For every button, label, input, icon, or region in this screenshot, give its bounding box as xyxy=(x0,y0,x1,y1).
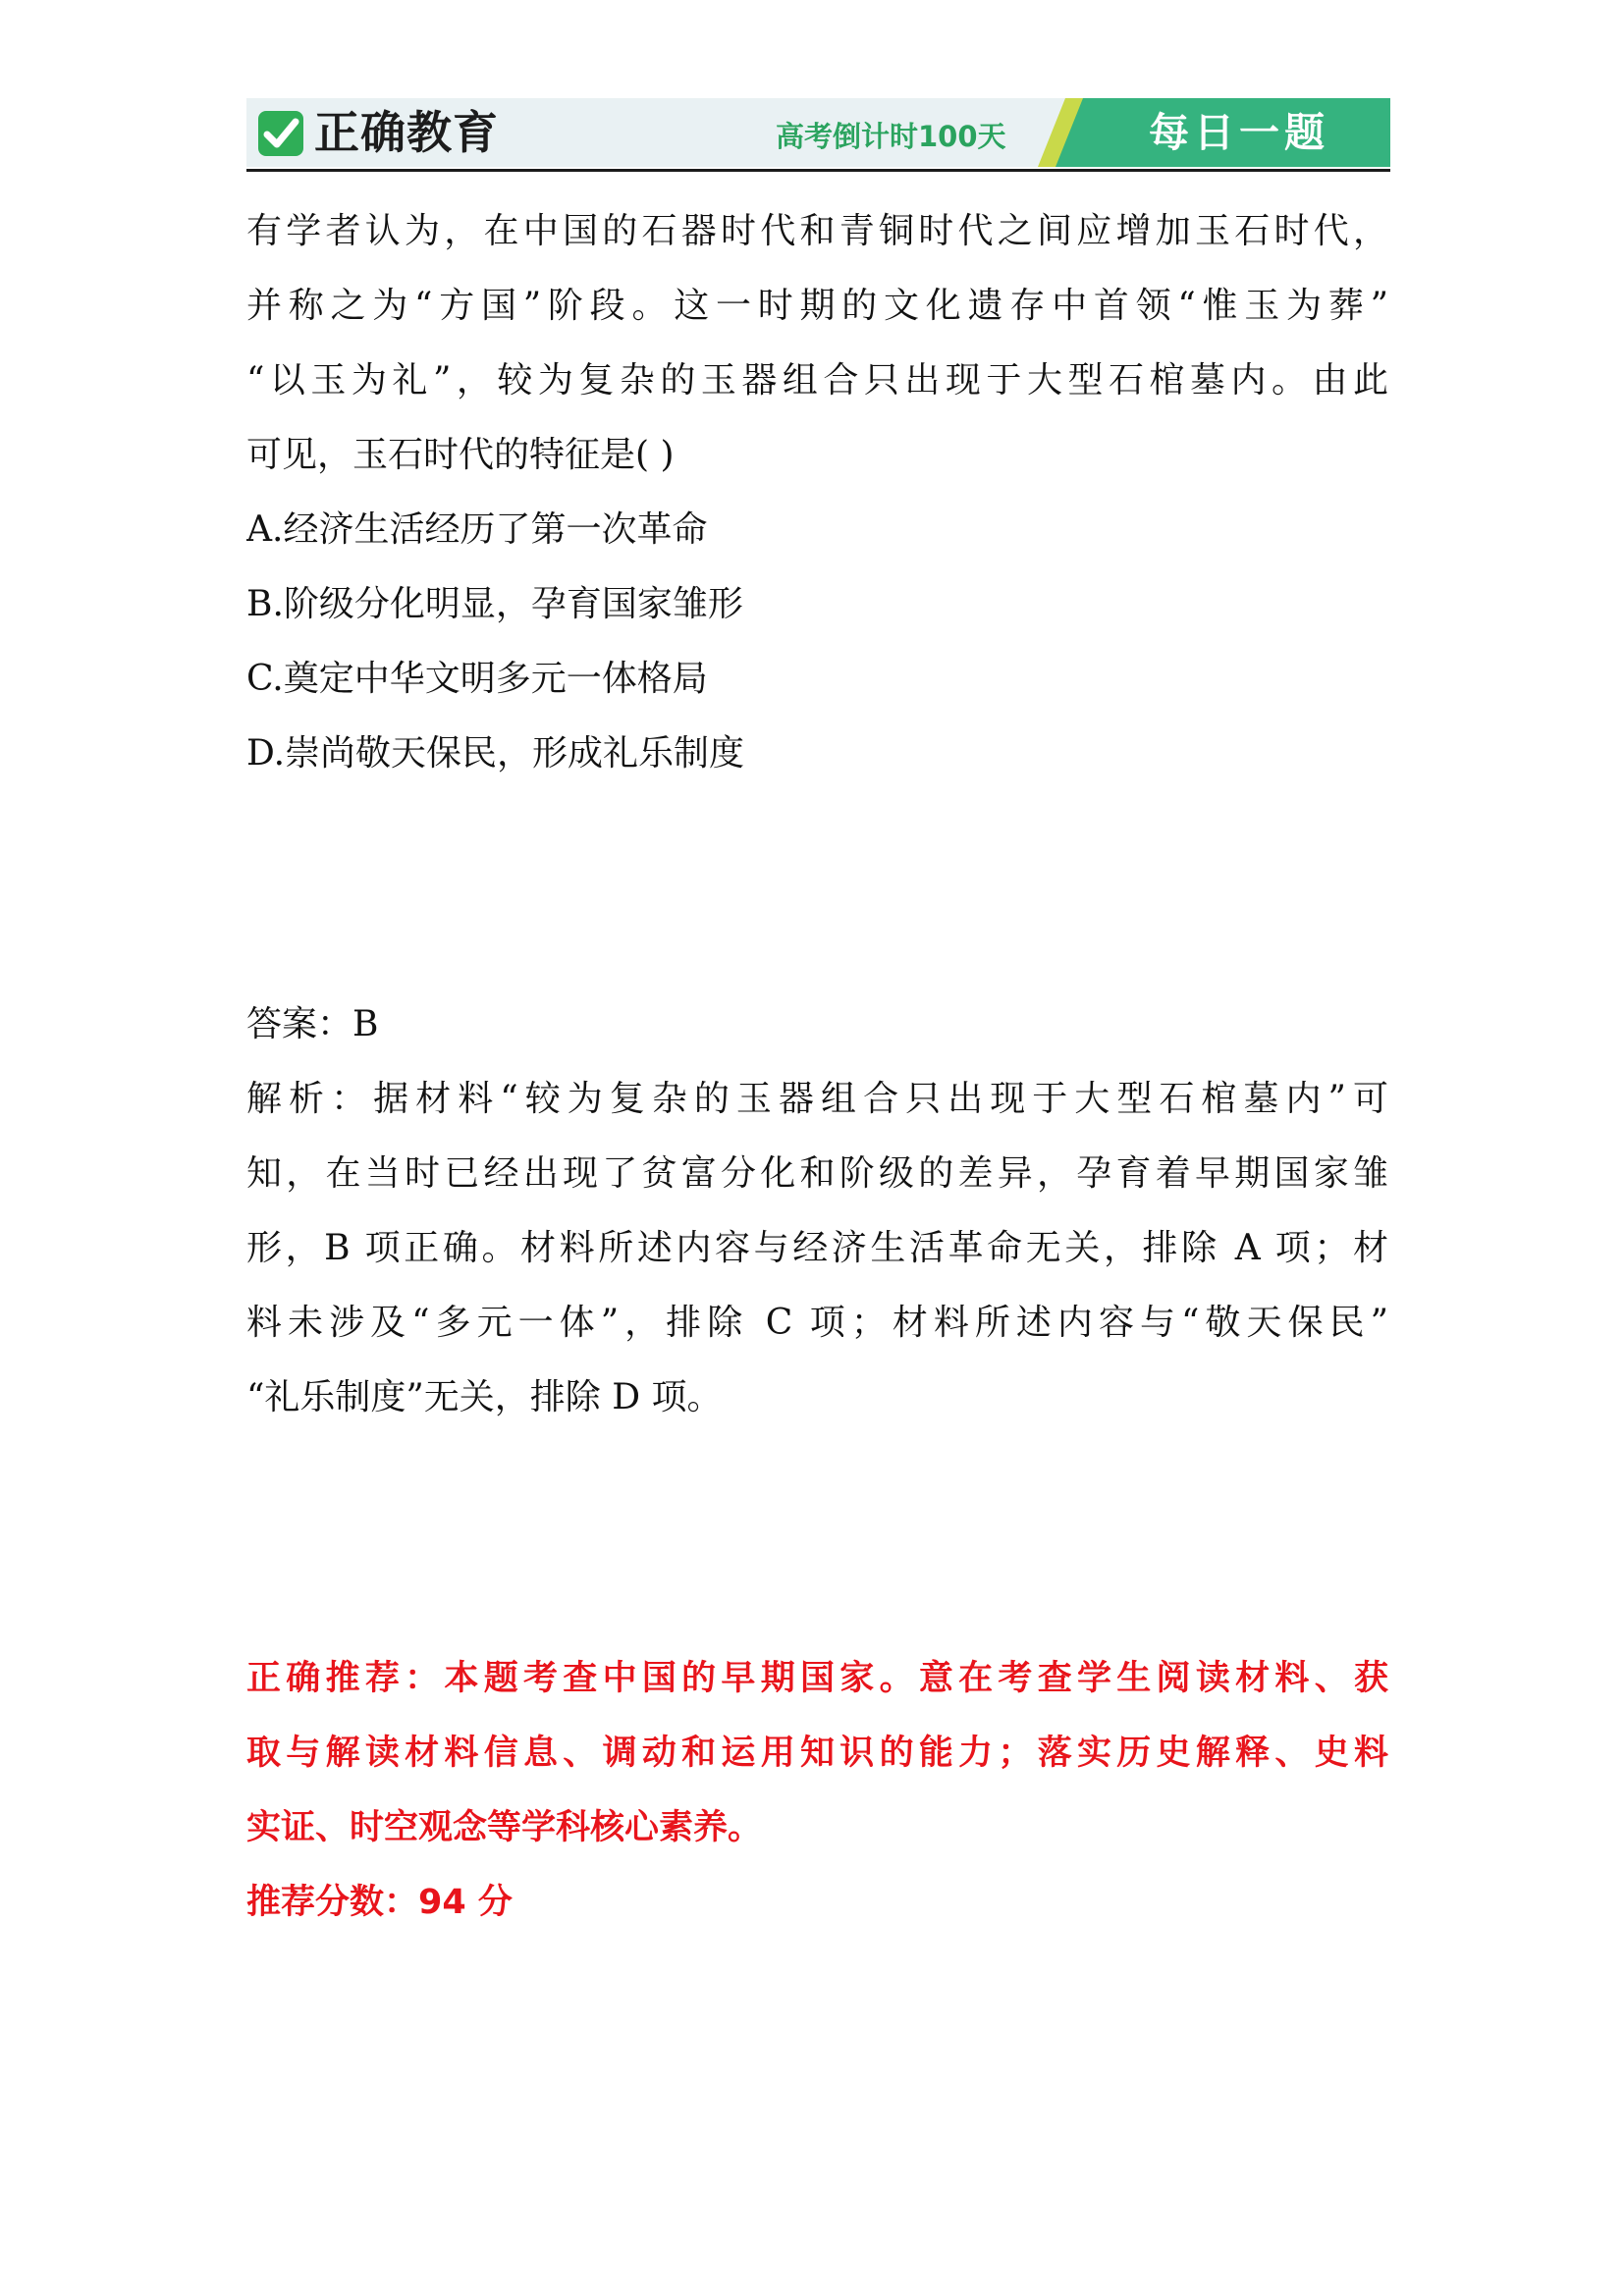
recommend-line: 实证、时空观念等学科核心素养。 xyxy=(246,1808,763,1847)
options-list xyxy=(246,493,1388,791)
question-stem xyxy=(246,194,1388,493)
brand-name: 正确教育 xyxy=(314,106,499,159)
document-body xyxy=(246,194,1388,1940)
analysis-block xyxy=(246,1062,1388,1435)
option-d: D.崇尚敬天保民，形成礼乐制度 xyxy=(246,733,745,774)
question-line: 并称之为“方国”阶段。这一时期的文化遗存中首领“惟玉为葬” xyxy=(246,286,1388,326)
question-line: 可见，玉石时代的特征是( ) xyxy=(246,435,675,475)
check-icon xyxy=(258,111,303,156)
analysis-line: 料未涉及“多元一体”，排除 C 项；材料所述内容与“敬天保民” xyxy=(246,1303,1388,1343)
analysis-line: 解析：据材料“较为复杂的玉器组合只出现于大型石棺墓内”可 xyxy=(246,1079,1388,1119)
analysis-line: 知，在当时已经出现了贫富分化和阶级的差异，孕育着早期国家雏 xyxy=(246,1153,1388,1194)
analysis-line: “礼乐制度”无关，排除 D 项。 xyxy=(246,1377,723,1417)
recommend-line: 正确推荐：本题考查中国的早期国家。意在考查学生阅读材料、获 xyxy=(246,1659,1388,1698)
recommend-score: 推荐分数：94 分 xyxy=(246,1883,513,1922)
answer-line: 答案：B xyxy=(246,1004,379,1044)
question-line: “以玉为礼”，较为复杂的玉器组合只出现于大型石棺墓内。由此 xyxy=(246,360,1388,400)
countdown-text: 高考倒计时100天 xyxy=(776,120,1006,153)
header-rule xyxy=(246,169,1390,172)
recommend-line: 取与解读材料信息、调动和运用知识的能力；落实历史解释、史料 xyxy=(246,1734,1388,1773)
recommend-block xyxy=(246,1641,1388,1940)
option-c: C.奠定中华文明多元一体格局 xyxy=(246,659,708,699)
option-a: A.经济生活经历了第一次革命 xyxy=(246,509,708,550)
question-line: 有学者认为，在中国的石器时代和青铜时代之间应增加玉石时代， xyxy=(246,211,1388,251)
analysis-line: 形，B 项正确。材料所述内容与经济生活革命无关，排除 A 项；材 xyxy=(246,1228,1388,1268)
daily-question-label: 每日一题 xyxy=(1149,109,1329,156)
option-b: B.阶级分化明显，孕育国家雏形 xyxy=(246,584,743,624)
